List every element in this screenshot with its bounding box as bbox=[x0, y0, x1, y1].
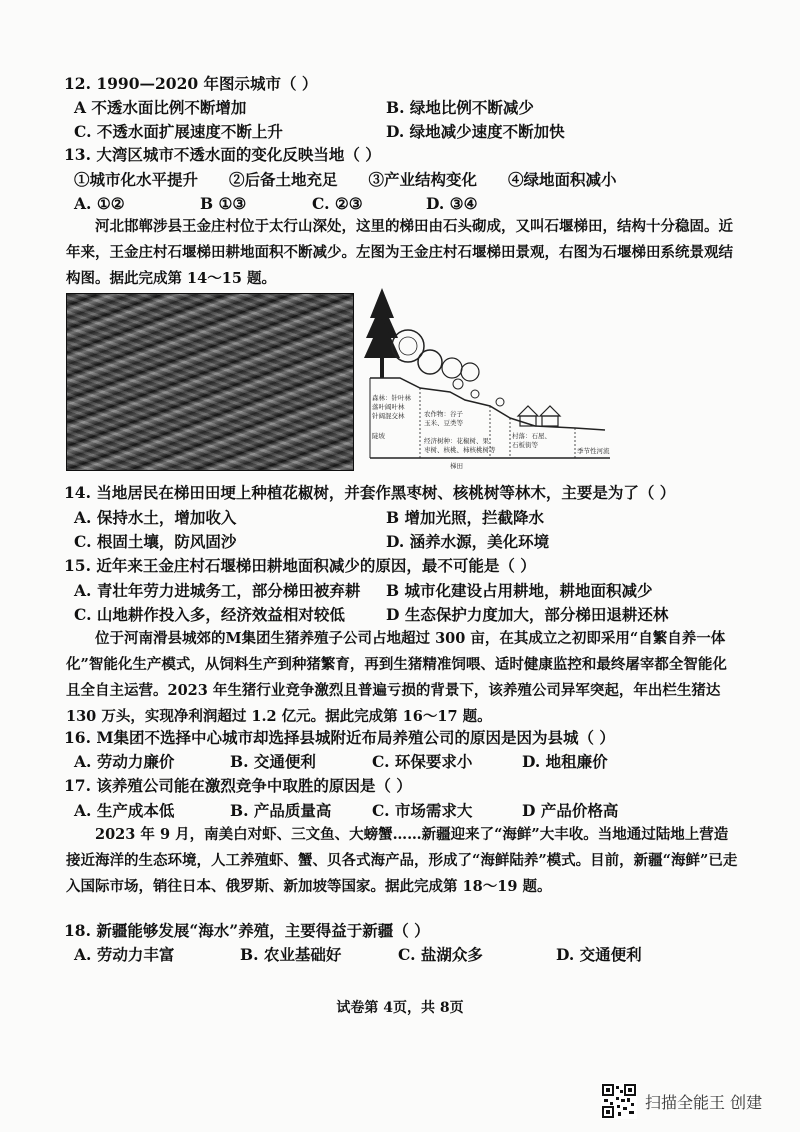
q13-items: ①城市化水平提升 ②后备土地充足 ③产业结构变化 ④绿地面积减小 bbox=[74, 170, 617, 189]
scanner-brand-text: 扫描全能王 创建 bbox=[645, 1092, 763, 1112]
diagram-label-village-b: 石板街等 bbox=[512, 441, 538, 449]
q12-option-d: D. 绿地减少速度不断加快 bbox=[386, 122, 565, 141]
q13-option-d: D. ③④ bbox=[426, 194, 478, 213]
page-footer: 试卷第 4页，共 8页 bbox=[336, 1000, 464, 1016]
q15-option-a: A. 青壮年劳力进城务工，部分梯田被弃耕 bbox=[74, 581, 361, 600]
diagram-label-river: 季节性河流 bbox=[577, 447, 610, 455]
q16-stem: 16. M集团不选择中心城市却选择县城附近布局养殖公司的原因是因为县城（ ） bbox=[64, 728, 615, 747]
q18-option-a: A. 劳动力丰富 bbox=[74, 945, 175, 964]
q17-option-a: A. 生产成本低 bbox=[74, 801, 175, 820]
diagram-label-conifer: 针阔混交林 bbox=[372, 412, 405, 420]
q14-option-c: C. 根固土壤，防风固沙 bbox=[74, 532, 237, 551]
q16-option-a: A. 劳动力廉价 bbox=[74, 752, 175, 771]
q16-option-d: D. 地租廉价 bbox=[522, 752, 608, 771]
diagram-label-slope: 陡坡 bbox=[372, 432, 385, 440]
diagram-label-crops-a: 农作物：谷子 bbox=[424, 410, 463, 418]
q12-option-a: A 不透水面比例不断增加 bbox=[74, 98, 247, 117]
q18-option-b: B. 农业基础好 bbox=[240, 945, 342, 964]
diagram-label-village-a: 村落：石屋、 bbox=[512, 432, 551, 440]
diagram-label-mixed: 落叶阔叶林 bbox=[372, 403, 405, 411]
terrace-structure-diagram bbox=[360, 288, 620, 472]
diagram-label-econ-b: 枣树、核桃、柿核桃树等 bbox=[424, 446, 496, 454]
q14-stem: 14. 当地居民在梯田田埂上种植花椒树，并套作黑枣树、核桃树等林木，主要是为了（ ） bbox=[64, 483, 676, 502]
q17-option-b: B. 产品质量高 bbox=[230, 801, 332, 820]
q12-stem: 12. 1990—2020 年图示城市（ ） bbox=[64, 74, 318, 93]
q17-option-c: C. 市场需求大 bbox=[372, 801, 473, 820]
q18-option-c: C. 盐湖众多 bbox=[398, 945, 483, 964]
q15-option-c: C. 山地耕作投入多，经济效益相对较低 bbox=[74, 605, 345, 624]
q18-stem: 18. 新疆能够发展“海水”养殖，主要得益于新疆（ ） bbox=[64, 921, 430, 940]
q17-stem: 17. 该养殖公司能在激烈竞争中取胜的原因是（ ） bbox=[64, 776, 412, 795]
q16-option-c: C. 环保要求小 bbox=[372, 752, 473, 771]
diagram-label-crops-b: 玉米、豆类等 bbox=[424, 419, 463, 427]
broadleaf-tree-icon bbox=[392, 330, 479, 381]
q17-option-d: D 产品价格高 bbox=[522, 801, 619, 820]
conifer-tree-icon bbox=[364, 288, 400, 378]
q15-stem: 15. 近年来王金庄村石堰梯田耕地面积减少的原因，最不可能是（ ） bbox=[64, 556, 536, 575]
diagram-label-forest: 森林：针叶林 bbox=[372, 394, 411, 402]
terrace-photo bbox=[66, 293, 354, 471]
q12-option-c: C. 不透水面扩展速度不断上升 bbox=[74, 122, 283, 141]
q16-option-b: B. 交通便利 bbox=[230, 752, 316, 771]
q15-option-b: B 城市化建设占用耕地，耕地面积减少 bbox=[386, 581, 653, 600]
q14-option-b: B 增加光照，拦截降水 bbox=[386, 508, 544, 527]
diagram-label-bottom: 梯田 bbox=[450, 462, 463, 470]
q13-stem: 13. 大湾区城市不透水面的变化反映当地（ ） bbox=[64, 145, 381, 164]
qr-code-icon bbox=[601, 1083, 637, 1119]
q13-option-c: C. ②③ bbox=[312, 194, 363, 213]
q18-option-d: D. 交通便利 bbox=[556, 945, 642, 964]
q14-option-a: A. 保持水土，增加收入 bbox=[74, 508, 237, 527]
passage-terraces: 河北邯郸涉县王金庄村位于太行山深处，这里的梯田由石头砌成，又叫石堰梯田，结构十分稳固。近年来，王金庄村石堰梯田耕地面积不断减少。左图为王金庄村石堰梯田景观，右图为石堰梯田系统景观结构图。据此完成第 14～15 题。 bbox=[66, 218, 733, 287]
q14-option-d: D. 涵养水源，美化环境 bbox=[386, 532, 550, 551]
q12-option-b: B. 绿地比例不断减少 bbox=[386, 98, 534, 117]
scanner-watermark bbox=[601, 1083, 762, 1119]
q13-option-a: A. ①② bbox=[74, 194, 125, 213]
passage-pig-farming: 位于河南滑县城郊的M集团生猪养殖子公司占地超过 300 亩，在其成立之初即采用“自繁自养一体化”智能化生产模式，从饲料生产到种猪繁育，再到生猪精准饲喂、适时健康监控和最终屠宰都全智能化且全自主运营。2023 年生猪行业竞争激烈且普遍亏损的背景下，该养殖公司异军突起，年出栏生猪达 130 万头，实现净利润超过 1.2 亿元。据此完成第 16～17 题。 bbox=[66, 630, 727, 725]
q15-option-d: D 生态保护力度加大，部分梯田退耕还林 bbox=[386, 605, 669, 624]
q13-option-b: B ①③ bbox=[200, 194, 247, 213]
passage-xinjiang-seafood: 2023 年 9 月，南美白对虾、三文鱼、大螃蟹……新疆迎来了“海鲜”大丰收。当地通过陆地上营造接近海洋的生态环境，人工养殖虾、蟹、贝各式海产品，形成了“海鲜陆养”模式。目前，新疆“海鲜”已走入国际市场，销往日本、俄罗斯、新加坡等国家。据此完成第 18～19 题。 bbox=[66, 826, 738, 895]
diagram-label-econ-a: 经济树种：花椒树、果 bbox=[424, 437, 489, 445]
